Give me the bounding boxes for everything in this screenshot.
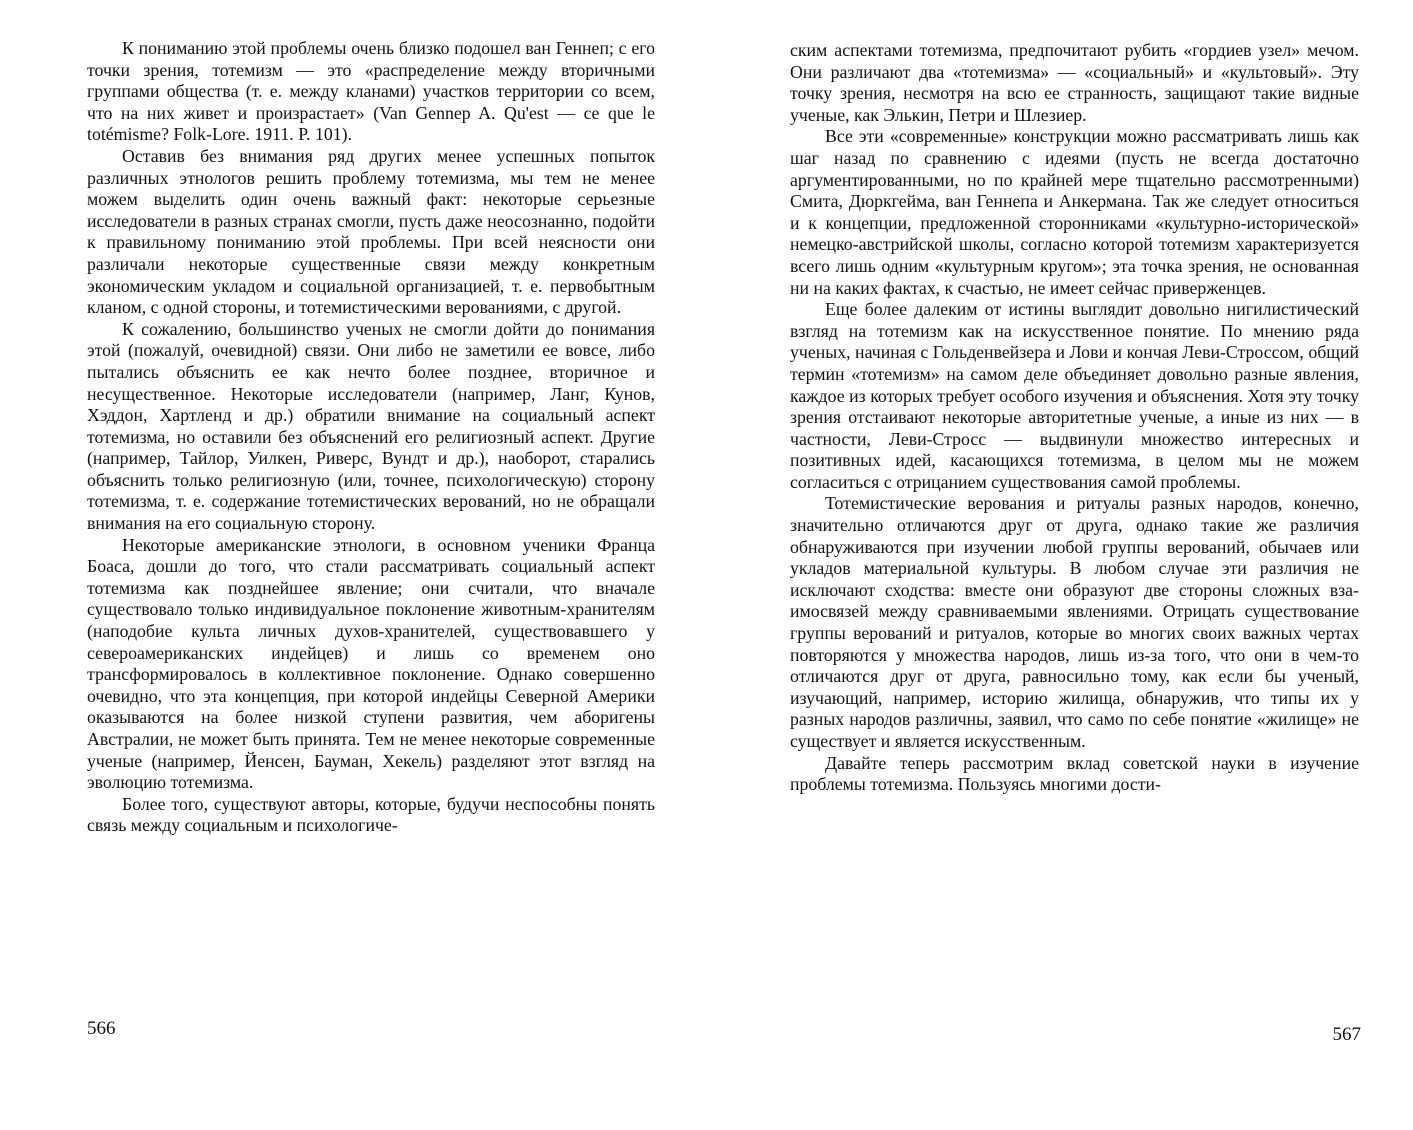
paragraph: Более того, существуют авторы, которые, будучи неспособны понять связь между социальным и психологиче-: [87, 793, 655, 836]
right-text-column: [790, 40, 1359, 796]
paragraph: К сожалению, большинство ученых не смогли дойти до понимания этой (пожалуй, очевидной) связи. Они либо не заметили ее вовсе, либо пытались объяснить ее как нечто более позднее, вторичное и несущественное. Некоторые исследователи (например, Ланг, Кунов, Хэддон, Хартленд и др.) обратили внимание на социальный аспект тотемизма, но оставили без объяснений его религиозный аспект. Другие (например, Тайлор, Уилкен, Риверс, Вундт и др.), наоборот, старались объяснить только религиозную (или, точнее, психологическую) сторону тотемизма, т. е. содержание тотемистических верований, но не обращали внимания на его социальную сторону.: [87, 318, 655, 534]
paragraph: Все эти «современные» конструкции можно рассматривать лишь как шаг назад по сравнению с идеями (пусть не всегда достаточно аргументированными, но по крайней мере тщательно рассмотренными) Смита, Дюркгейма, ван Геннепа и Анкермана. Так же следует относиться и к концепции, предложенной сторонниками «культурно-исторической» немецко-австрийской школы, согласно которой тотемизм характеризуется всего лишь одним «культурным кругом»; эта точка зрения, не основанная ни на каких фактах, к счастью, не имеет сейчас приверженцев.: [790, 126, 1359, 298]
left-text-column: [87, 38, 655, 837]
left-page: [0, 0, 706, 1130]
paragraph-continuation: ским аспектами тотемизма, предпочитают рубить «гордиев узел» мечом. Они различают два «тотемизма» — «социальный» и «культовый». Эту точку зрения, несмотря на всю ее странность, защищают такие видные ученые, как Элькин, Петри и Шлезиер.: [790, 40, 1359, 125]
page-number-left: 566: [87, 1018, 116, 1039]
right-page: [706, 0, 1413, 1130]
page-number-right: 567: [1332, 1024, 1361, 1045]
paragraph: К пониманию этой проблемы очень близко подошел ван Геннеп; с его точки зрения, тотемизм — это «распределение между вторичными группами общества (т. е. между кланами) участков территории со всем, что на них живет и произрастает» (Van Gennep A. Qu'est — ce que le totémisme? Folk-Lore. 1911. P. 101).: [87, 38, 655, 145]
paragraph: Давайте теперь рассмотрим вклад советской науки в изучение проблемы тотемизма. Пользуясь многими дости-: [790, 752, 1359, 795]
paragraph: Оставив без внимания ряд других менее успешных попыток различных этнологов решить проблему тотемизма, мы тем не менее можем выделить один очень важный факт: некоторые серьезные исследователи в разных странах смогли, пусть даже неосознанно, подойти к правильному пониманию этой проблемы. При всей неясности они различали некоторые существенные связи между конкретным экономическим укладом и социальной организацией, т. е. первобытным кланом, с одной стороны, и тотемистическими верованиями, с другой.: [87, 145, 655, 318]
paragraph: Некоторые американские этнологи, в основном ученики Франца Боаса, дошли до того, что стали рассматривать социальный аспект тотемизма как позднейшее явление; они считали, что вначале существовало только индивидуальное поклонение животным-хранителям (наподобие культа личных духов-хранителей, существовавшего у североамериканских индейцев) и лишь со временем оно трансформировалось в коллективное поклонение. Однако совершенно очевидно, что эта концепция, при которой индейцы Северной Америки оказываются на более низкой ступени развития, чем аборигены Австралии, не может быть принята. Тем не менее некоторые современные ученые (например, Йенсен, Бауман, Хекель) разделяют этот взгляд на эволюцию тотемизма.: [87, 534, 655, 793]
paragraph: Тотемистические верования и ритуалы разных народов, конечно, значительно отличаются друг от друга, однако такие же различия обнаруживаются при изучении любой группы верований, обычаев или укладов материальной культуры. В любом случае эти различия не исключают сходства: вместе они образуют две стороны сложных взаимосвязей между сравниваемыми явлениями. Отрицать существование группы верований и ритуалов, которые во многих своих важных чертах повторяются у множества народов, лишь из-за того, что они в чем-то отличаются друг от друга, равносильно тому, как если бы ученый, изучающий, например, историю жилища, обнаружив, что типы их у разных народов различны, заявил, что само по себе понятие «жилище» не существует и является искусственным.: [790, 493, 1359, 751]
paragraph: Еще более далеким от истины выглядит довольно нигилистический взгляд на тотемизм как на искусственное понятие. По мнению ряда ученых, начиная с Гольденвейзера и Лови и кончая Леви-Строссом, общий термин «тотемизм» на самом деле объединяет довольно разные явления, каждое из которых требует особого изучения и объяснения. Хотя эту точку зрения отстаивают некоторые авторитетные ученые, а иные из них — в частности, Леви-Стросс — выдвинули множество интересных и позитивных идей, касающихся тотемизма, в целом мы не можем согласиться с отрицанием существования самой проблемы.: [790, 299, 1359, 492]
